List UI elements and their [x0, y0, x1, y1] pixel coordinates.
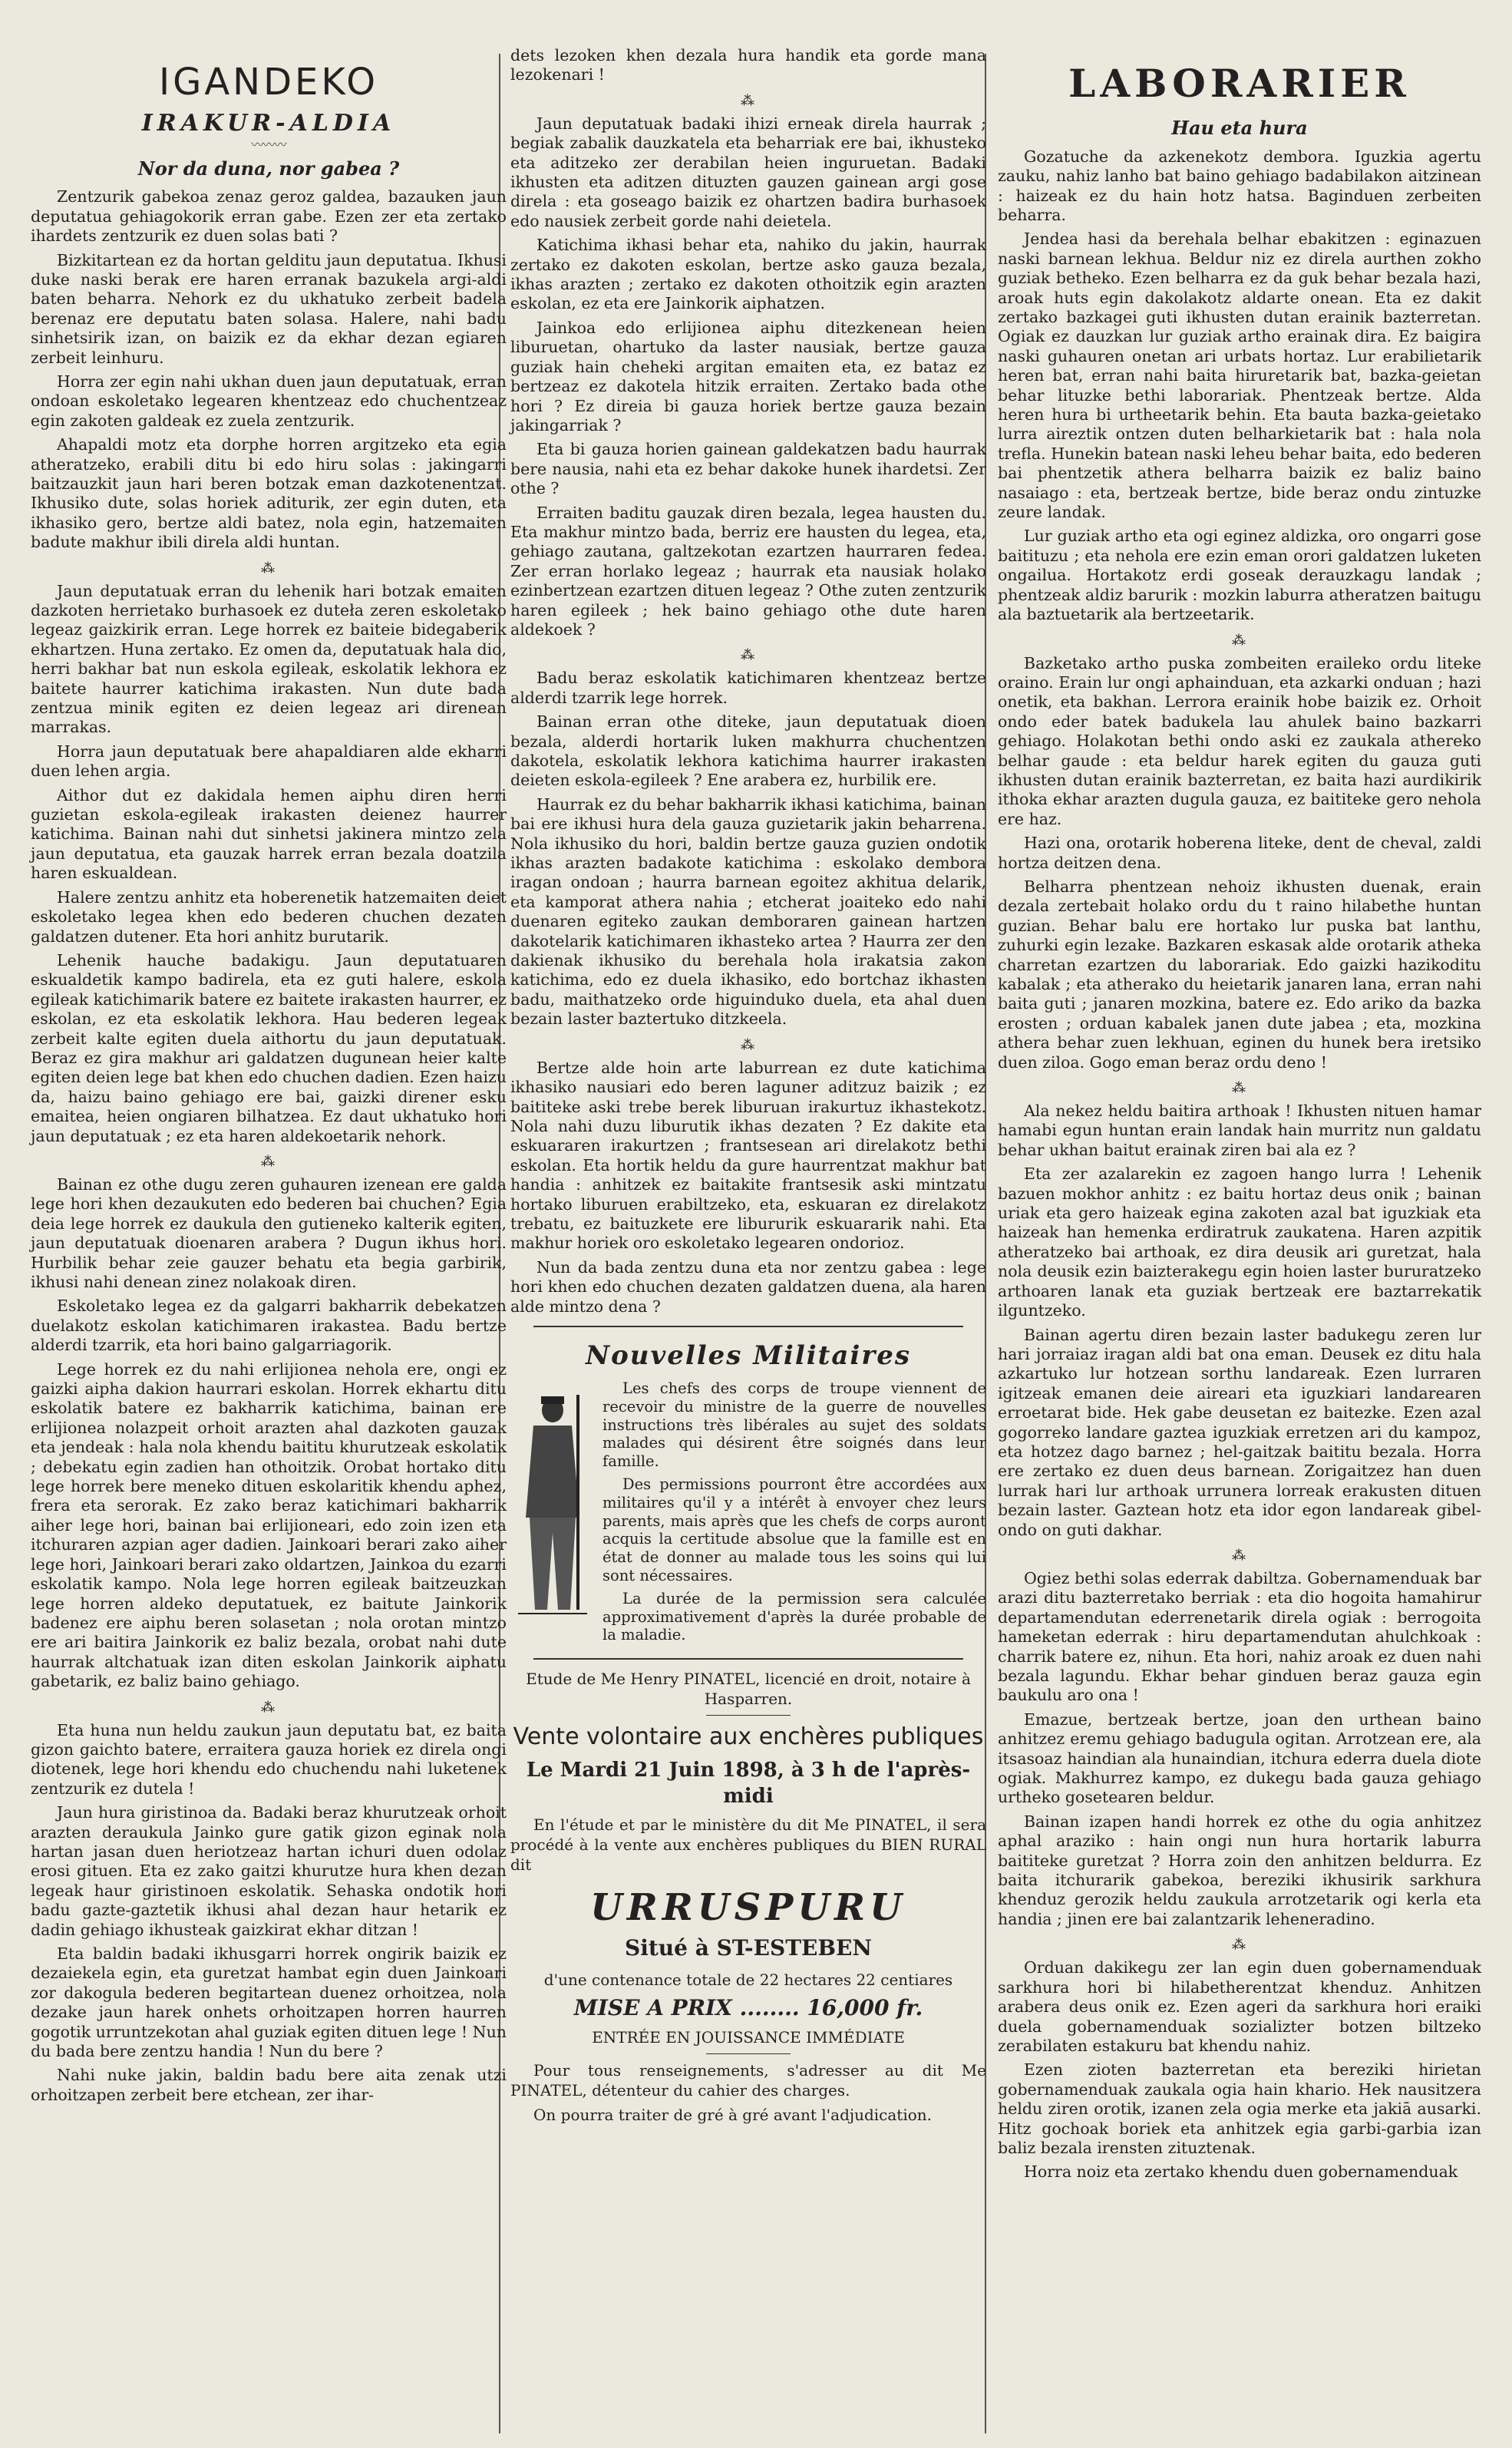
info-contact: Pour tous renseignements, s'adresser au dit Me PINATEL, détenteur du cahier des charges.	[510, 2060, 986, 2099]
paragraph: Bainan izapen handi horrek ez othe du ogia anhitzez aphal araziko : hain ongi nun hura hortarik laburra baititeke guretzat ? Horra zoin den anhitzen beldurra. Ez baita itchurarik gabekoa, bereziki ikhusirik sarkhura khenduz gerozik heldu zaukula arrotzetarik ogi kerla eta handia ; jinen ere bai zalantzarik leheneradino.	[998, 1812, 1481, 1928]
paragraph: Halere zentzu anhitz eta hoberenetik hatzemaiten deiet eskoletako legea khen edo bederen chuchen dezaten galdatzen dutener. Eta hori anhitz burutarik.	[31, 887, 507, 946]
legal-notice	[510, 1669, 986, 2125]
paragraph: Hazi ona, orotarik hoberena liteke, dent de cheval, zaldi hortza deitzen dena.	[998, 834, 1481, 872]
paragraph: Bainan ez othe dugu zeren guhauren izenean ere galda lege hori khen dezaukuten edo bederen bai chuchen? Egia deia lege horrek ez daukula den gutieneko kalterik egiten, jaun deputatuak dioenaren arabera ? Dugun ikhus hori. Hurbilik behar zeie gauzer behatu eta begia garbirik, ikhusi nahi denean zinez nolakoak diren.	[31, 1174, 507, 1291]
paragraph: Nun da bada zentzu duna eta nor zentzu gabea : lege hori khen edo chuchen dezaten galdatzen duena, ala haren alde mintzo dena ?	[510, 1257, 986, 1316]
paragraph: Bazketako artho puska zombeiten eraileko ordu liteke oraino. Erain lur ongi aphainduan, eta azkarki onduan ; hazi onetik, eta bakhan. Lerrora erainik hobe baizik ez. Orhoit ondo eder batek badukela lau ahulek baino bazkarri gehiago. Holakotan bethi ondo aski ez zaukala athereko belhar gaude : eta beldur harek egiten du gauza guti ikhusten dutan erainik bazterretan, ez baita hazi aurdikirik ithoka ekhar arazten dugula gauza, ez baititeke gero nehola ere haz.	[998, 653, 1481, 828]
paragraph: Horra zer egin nahi ukhan duen jaun deputatuak, erran ondoan eskoletako legearen khentzeaz edo chuchentzeaz egin zakoten galdeak ez zuela zentzurik.	[31, 372, 507, 430]
paragraph: Horra noiz eta zertako khendu duen gobernamenduak	[1024, 2162, 1458, 2182]
paragraph: Jainkoa edo erlijionea aiphu ditezkenean heien liburuetan, ohartuko da laster nausiak, bertze gauza guziak hain cheheki argitan emaiten eta, ez bataz ez bertzeaz ez dakotela hitzik erraiten. Zertako bada othe hori ? Ez direia bi gauza horiek bertze gauza bezain jakingarriak ?	[510, 318, 986, 434]
paragraph: Gozatuche da azkenekotz dembora. Iguzkia agertu zauku, nahiz lanho bat baino gehiago badabilakon aitzinean : haizeak ez du hain hotz hatsa. Baginduen zerbeiten beharra.	[998, 147, 1481, 224]
property-size: d'une contenance totale de 22 hectares 22 centiares	[543, 1971, 953, 1990]
paragraph: Belharra phentzean nehoiz ikhusten duenak, erain dezala zertebait holako ordu du t raino hilabethe huntan guzian. Behar balu ere hortako lur puska bat lanthu, zuhurki egin lezake. Bazkaren eskasak alde orotarik atheka charretan ezartzen du laborariak. Edo gaizki hazikoditu kabalak ; eta atherako du heietarik janaren lana, erran nahi baita guti ; janaren mozkina, batere ez. Edo ariko da bazka erosten ; orduan kabalek janen dute jabea ; eta, mozkina athera behar zuen lekhuan, eginen du hunek bera iretsiko duen ziloa. Gogo eman beraz ordu deno !	[998, 877, 1481, 1072]
paragraph: dets lezoken khen dezala hura handik eta gorde mana lezokenari !	[510, 46, 986, 84]
section-divider	[533, 1326, 963, 1327]
paragraph: Nahi nuke jakin, baldin badu bere aita zenak utzi orhoitzapen zerbeit bere etchean, zer ihar-	[31, 2066, 507, 2104]
asterism: ⁂	[741, 647, 756, 664]
section-divider	[533, 1658, 963, 1660]
paragraph: Des permissions pourront être accordées aux militaires qu'il y a intérêt à envoyer chez leurs parents, mais après que les chefs de corps auront acquis la certitude absolue que la famille est en état de donner au malade tous les soins qui lui sont nécessaires.	[602, 1475, 986, 1584]
property-location: Situé à ST-ESTEBEN	[625, 1935, 872, 1961]
paragraph: Horra jaun deputatuak bere ahapaldiaren alde ekharri duen lehen argia.	[31, 742, 507, 781]
starting-price-value: 16,000 fr.	[807, 1995, 923, 2021]
paragraph: Les chefs des corps de troupe viennent de recevoir du ministre de la guerre de nouvelles instructions très libérales au sujet des soldats malades qui désirent être soignés dans leur famille.	[602, 1379, 986, 1471]
paragraph: Lehenik hauche badakigu. Jaun deputatuaren eskualdetik kampo badirela, eta ez guti halere, eskola egileak katichimarik batere ez baitete irakasten haurrer, ez eskolan, ez eta eskolatik lekhora. Hau bederen legeak zerbeit kalte egiten duela aithortu du jaun deputatuak. Beraz ez gira makhur ari galdatzen dugunean heier kalte egiten deien lege bat khen edo chuchen dadien. Ezen haizu da, haizu baino gehiago ere bai, gaizki direner esku emaitea, heien ongiaren bilhatzea. Ez daut ukhatuko hori jaun deputatuak ; ez eta haren aldekoetarik nehork.	[31, 950, 507, 1145]
paragraph: Bizkitartean ez da hortan gelditu jaun deputatua. Ikhusi duke naski berak ere haren erranak bazukela argi-aldi baten beharra. Nehork ez du ukhatuko zerbeit badela berenaz ere deputatu baten solasa. Halere, nahi badu sinhetsirik izan, on baizik ez da ekhar dezan egiaren zerbeit leinhuru.	[31, 250, 507, 367]
entry-note: ENTRÉE EN JOUISSANCE IMMÉDIATE	[592, 2027, 905, 2047]
paragraph: Ezen zioten bazterretan eta bereziki hirietan gobernamenduak zaukala ogia hain khario. Hek nausitzera heldu ziren orotik, izanen zela ogia merke eta jakiā ausarki. Hitz gochoak boriek eta anhitzek egia garbi-garbia izan baliz bezala irensten zituztenak.	[998, 2060, 1481, 2157]
paragraph: Bainan agertu diren bezain laster badukegu zeren lur hari jorraiaz iragan aldi bat ona eman. Deusek ez ditu hala azkartuko lur hotzean sorthu landareak. Ezen lurraren igitzeak emanen deie aireari eta iguzkiari landarearen erroetarat bide. Hek gabe deusetan ez baitezke. Ezen azal gogorreko landare gaztea iguzkiak erretzen ari du kampoz, eta hotzez dago barnez ; hel-gaitzak baititu bezala. Horra ere zertako ez duen deus barnean. Zorigaitzez han duen lurrak hari lur arthoak urrunera lorreak erakusten dituen bezain laster. Gaztean hotz eta idor egon landareak gibel-ondo on guti dakhar.	[998, 1325, 1481, 1539]
paragraph: Orduan dakikegu zer lan egin duen gobernamenduak sarkhura hori bi hilabetherentzat khenduz. Anhitzen arabera deus onik ez. Ezen ageri da sarkhura hori eraiki duela gobernamenduak sozializter botzen biltzeko zerabilaten estakuru bat khendu nahiz.	[998, 1958, 1481, 2055]
paragraph: Jendea hasi da berehala belhar ebakitzen : eginazuen naski barnean lekhua. Beldur niz ez direla aurthen zokho guziak betheko. Ezen belharra ez da guk behar bezala hazi, aroak huts egin dakolakotz aldarte onean. Eta ez dakit zertako bazkagei guti ikhusten dutan erainik bazterretan. Ogiak ez dauzkan lur guziak artho erainak dira. Ez baigira naski guhauren onetan ari urbats hortaz. Lur erabilietarik heren bat, erran nahi baita hiruretarik bat, bazka-geietan behar lituzke bethi laborariak. Phentzeak bertze. Alda heren hura bi urtheetarik behin. Eta bauta bazka-geietako lurra aireztik ontzen duten belharkietarik bat : hala nola trefla. Hunekin batean naski leheu behar baita, edo bederen bai phentzetik athera belharra baizik ez baliz baino nasaiago : eta, bertzeak bertze, bide beraz ondu zintuzke zeure landak.	[998, 230, 1481, 522]
paragraph: Bainan erran othe diteke, jaun deputatuak dioen bezala, alderdi hortarik luken makhurra chuchentzen dakotela, eskolatik lekhora katichima haurrer irakasten deieten eskola-egileek ? Ene arabera ez, hurbilik ere.	[510, 712, 986, 790]
paragraph: La durée de la permission sera calculée approximativement d'après la durée probable de la maladie.	[602, 1589, 986, 1644]
middle-column	[510, 46, 986, 2129]
notary-study: Etude de Me Henry PINATEL, licencié en droit, notaire à Hasparren.	[526, 1670, 971, 1709]
asterism: ⁂	[1232, 632, 1247, 649]
asterism: ⁂	[261, 1153, 276, 1170]
ornament-divider: 〰〰〰	[251, 137, 286, 152]
paragraph: Zentzurik gabekoa zenaz geroz galdea, bazauken jaun deputatua gehiagokorik erran gabe. Ezen zer eta zertako ihardets zentzurik ez duen solas bati ?	[31, 187, 507, 246]
paragraph: Katichima ikhasi behar eta, nahiko du jakin, haurrak zertako ez dakoten eskolan, bertze asko gauza bezala, ikhas arazten ; zertako ez dakoten othoitzik egin arazten eskolan, ez eta ere Jainkorik aiphatzen.	[510, 236, 986, 313]
left-column	[31, 46, 507, 2109]
vente-text: En l'étude et par le ministère du dit Me PINATEL, il sera procédé à la vente aux enchères publiques du BIEN RURAL dit	[510, 1815, 986, 1874]
nouvelles-militaires-title: Nouvelles Militaires	[585, 1340, 912, 1371]
article-subtitle: IRAKUR-ALDIA	[141, 109, 396, 137]
paragraph: Eta baldin badaki ikhusgarri horrek ongirik baizik ez dezaiekela egin, eta guretzat hambat egin duen Jainkoari zor dakogula bederen begitartean duenez orhoitzea, nola dezake jaun harek onhets orhoitzapen horren haurren gogotik urruntzekotan ahal guziak egiten dituen lege ! Nun du bada bere zentzu handia ! Nun du bere ?	[31, 1944, 507, 2061]
private-sale-note: On pourra traiter de gré à gré avant l'adjudication.	[533, 2105, 933, 2124]
paragraph: Eta zer azalarekin ez zagoen hango lurra ! Lehenik bazuen mokhor anhitz : ez baitu hortaz deus onik ; bainan uriak eta gero haizeak egina zakoten azal bat iguzkiak eta haizeak han hemenka erdiratruk zaukatena. Haren azpitik atheratzeko bai arthoak, ez dira deusik ari guretzat, hala nola deusik ezin baizterakegu egin hoien laster bururatzeko arthoaren lanak eta guziak bertzeak ere baztarrekatik ilguntzeko.	[998, 1165, 1481, 1320]
asterism: ⁂	[741, 1036, 756, 1053]
nouvelles-militaires-body	[510, 1379, 986, 1649]
paragraph: Lege horrek ez du nahi erlijionea nehola ere, ongi ez gaizki aipha dakion haurrari eskolan. Horrek ekhartu ditu eskolatik batere ez bakharrik katichima, bainan ere erlijionea nolazpeit orhoit arazten ahal dazkoten gauzak eta jendeak : hala nola khendu baititu khurutzeak eskolatik ; debekatu egin zadien han othoitzik. Orobat hortako ditu lege horrek bere meneko dituen eskolaritik khendu aphez, frera eta serorak. Ez zako beraz katichimari bakharrik aiher lege hori, bainan bai erlijioneari, edo zoin izen eta itchuraren azpian ager dadien. Jainkoari berari zako aiher lege hori, Jainkoari berari zako oldartzen, Jainkoa du ezarri eskolatik kampo. Nola lege horren egileak baitzeuzkan lege horren aldeko deputatuek, ez baitute Jainkorik badenez ere aiphu beren solasetan ; nola orotan mintzo ere ari baitira Jainkorik ez baliz bezala, orobat nahi dute haurrak altchatuak izan diten eskolan Jainkorik aiphatu gabetarik, ez baliz baino gehiago.	[31, 1359, 507, 1691]
paragraph: Erraiten baditu gauzak diren bezala, legea hausten du. Eta makhur mintzo bada, berriz ere hausten du legea, eta, gehiago zautana, galtzekotan ezartzen haurraren fedea. Zer erran horlako legeaz ; haurrak eta nausiak holako ezinbertzean ezartzen dituen legeaz ? Othe zuten zentzurik haren egileek ; hek baino gehiago othe dute haren aldekoek ?	[510, 503, 986, 639]
column-title: LABORARIER	[1068, 61, 1411, 106]
paragraph: Bertze alde hoin arte laburrean ez dute katichima ikhasiko nausiari edo beren laguner aditzuz baizik ; ez baititeke aski trebe berek liburuan irakurtuz ikhastekotz. Nola nahi duzu liburutik ikhas dezaten ? Ez dakite eta eskuararen irakurtzen ; frantsesean ari direlakotz bethi eskolan. Eta hortik heldu da gure haurrentzat makhur bat handia : anhitzek ez baitakite frantsesik aski mintzatu hortako liburuen erabiltzeko, eta, eskuaran ez direlakotz trebatu, ez baituzkete ere libururik eskuararik nahi. Eta makhur horiek oro eskoletako legearen ondorioz.	[510, 1058, 986, 1253]
paragraph: Lur guziak artho eta ogi eginez aldizka, oro ongarri gose baitituzu ; eta nehola ere ezin eman orori galdatzen luketen ongailua. Hortakotz erdi goseak derauzkagu landak ; phentzeak aldiz barurik : mozkin laburra atheratzen baitugu ala baztuetarik ala bertzeetarik.	[998, 527, 1481, 624]
paragraph: Jaun deputatuak badaki ihizi erneak direla haurrak ; begiak zabalik dauzkatela eta beharriak ere bai, ikhusteko eta aditzeko zer derabilan heien inguruetan. Badaki ikhusten eta aditzen dituzten gauzen gainean argi gose direla : eta goseago baizik ez ohartzen badira burhasoek edo nausiek zerbeit gorde nahi deietela.	[510, 114, 986, 230]
paragraph: Eta huna nun heldu zaukun jaun deputatu bat, ez baita gizon gaichto batere, erraitera gauza horiek ez direla ongi diotenek, lege hori khendu edo chuchendu nahi luketenek zentzurik ez dutela !	[31, 1720, 507, 1798]
paragraph: Aithor dut ez dakidala hemen aiphu diren herri guzietan eskola-egileak irakasten deienez haurrer katichima. Bainan nahi dut sinhetsi jakinera mintzo zela jaun deputatua, eta gauzak harrek erran bezala doatzila haren eskualdean.	[31, 785, 507, 883]
paragraph: Ogiez bethi solas ederrak dabiltza. Gobernamenduak bar arazi ditu bazterretako berriak : eta dio hogoita hamahirur departamendutan ederrenetarik direla ogiak : berrogoita hameketan ederrak : hiru departamendutan ahulchkoak : charrik batere ez, nihun. Eta hori, nahiz aroak ez duen nahi bezala lagundu. Ekhar behar ginduen beraz gauza egin baukulu aro ona !	[998, 1568, 1481, 1705]
small-divider	[706, 1715, 791, 1716]
asterism: ⁂	[1232, 1080, 1247, 1097]
starting-price-label: MISE A PRIX	[573, 1995, 732, 2021]
property-name: URRUSPURU	[590, 1885, 906, 1929]
vente-title: Vente volontaire aux enchères publiques	[513, 1723, 984, 1751]
asterism: ⁂	[741, 92, 756, 109]
asterism: ⁂	[261, 1699, 276, 1716]
paragraph: Emazue, bertzeak bertze, joan den urthean baino anhitzez eremu gehiago badugula ogitan. Arrotzean ere, ala itsasoaz haindian ala hunaindian, itchura ederra duela diote ogiak. Makhurrez kampo, ez dukegu bada gauza gehiago urtheko gosetearen beldur.	[998, 1710, 1481, 1807]
paragraph: Eskoletako legea ez da galgarri bakharrik debekatzen duelakotz eskolan katichimaren irakastea. Badu bertze alderdi tzarrik, eta hori baino galgarriagorik.	[31, 1297, 507, 1355]
section-heading: Nor da duna, nor gabea ?	[137, 157, 400, 180]
vente-date: Le Mardi 21 Juin 1898, à 3 h de l'après-midi	[526, 1759, 971, 1808]
paragraph: Haurrak ez du behar bakharrik ikhasi katichima, bainan bai ere ikhusi hura dela gauza guzietarik jakin beharrena. Nola ikhusiko du hori, baldin bertze gauza guzien ondotik ikhas arazten badakote katichima : eskolako dembora iragan ondoan ; haurra barnean egoitez akhitua delarik, eta kamporat athera nahia ; etcherat joaiteko edo nahi duenaren egiteko zaukan demboraren gainean hartzen dakotelarik katichimaren ikhasteko artea ? Haurra zer den dakienak ikhusiko du berehala hola irakatsia zakon katichima, edo ez duela ikhasiko, edo bortchaz ikhasten badu, maithatzeko orde higuinduko duela, eta ahal duen bezain laster baztertuko ditzkeela.	[510, 795, 986, 1029]
asterism: ⁂	[1232, 1937, 1247, 1954]
paragraph: Ala nekez heldu baitira arthoak ! Ikhusten nituen hamar hamabi egun huntan erain landak hain murritz nun galdatu behar ukhan baitut erainak ziren bai ala ez ?	[998, 1102, 1481, 1159]
soldier-illustration-icon	[510, 1379, 595, 1625]
paragraph: Eta bi gauza horien gainean galdekatzen badu haurrak bere nausia, nahi eta ez behar dakoke hunek ihardetsi. Zer othe ?	[510, 440, 986, 498]
paragraph: Ahapaldi motz eta dorphe horren argitzeko eta egia atheratzeko, erabili ditu bi edo hiru solas : jakingarri baitzauzkit jaun hari beren botzak eman dazkotenentzat. Ikhusiko dute, solas horiek aditurik, zer egin duten, eta ikhasiko gero, bertze aldi batez, nola egin, hatzemaiten badute makhur ibili direla aldi huntan.	[31, 435, 507, 552]
paragraph: Jaun hura giristinoa da. Badaki beraz khurutzeak orhoit arazten deraukula Jainko gure gatik gizon eginak nola hartan jasan duen heriotzeaz hartan ichuri duen odolaz erosi gituen. Eta ez zako gaitzi khurutze hura khen dezan legeak haur giristinoen eskolatik. Sehaska ondotik hori badu gazte-gaztetik ikhusi ahal dezan haur hetarik ez dadin gehiago ikhusteak gaizkirat ekhar ditzan !	[31, 1803, 507, 1939]
paragraph: Jaun deputatuak erran du lehenik hari botzak emaiten dazkoten herrietako burhasoek ez duteła zeren eskoletako legeaz gaizkirik erran. Lege horrek ez baiteie bidegaberik ekhartzen. Huna zertako. Ez omen da, deputatuak hala dio, herri bakhar bat nun eskola egileak, eskolatik lekhora ez baitete haurrer katichima irakasten. Nun dute bada zentzua minik egiten ez deien legeaz ari direnean marrakas.	[31, 581, 507, 737]
article-title: IGANDEKO	[158, 61, 378, 104]
paragraph: Badu beraz eskolatik katichimaren khentzeaz bertze alderdi tzarrik lege horrek.	[510, 669, 986, 707]
asterism: ⁂	[1232, 1547, 1247, 1564]
right-column	[998, 46, 1481, 2187]
starting-price: MISE A PRIX ........ 16,000 fr.	[573, 1995, 923, 2021]
section-heading: Hau eta hura	[1171, 117, 1308, 139]
asterism: ⁂	[261, 560, 276, 576]
small-divider	[706, 2053, 791, 2054]
